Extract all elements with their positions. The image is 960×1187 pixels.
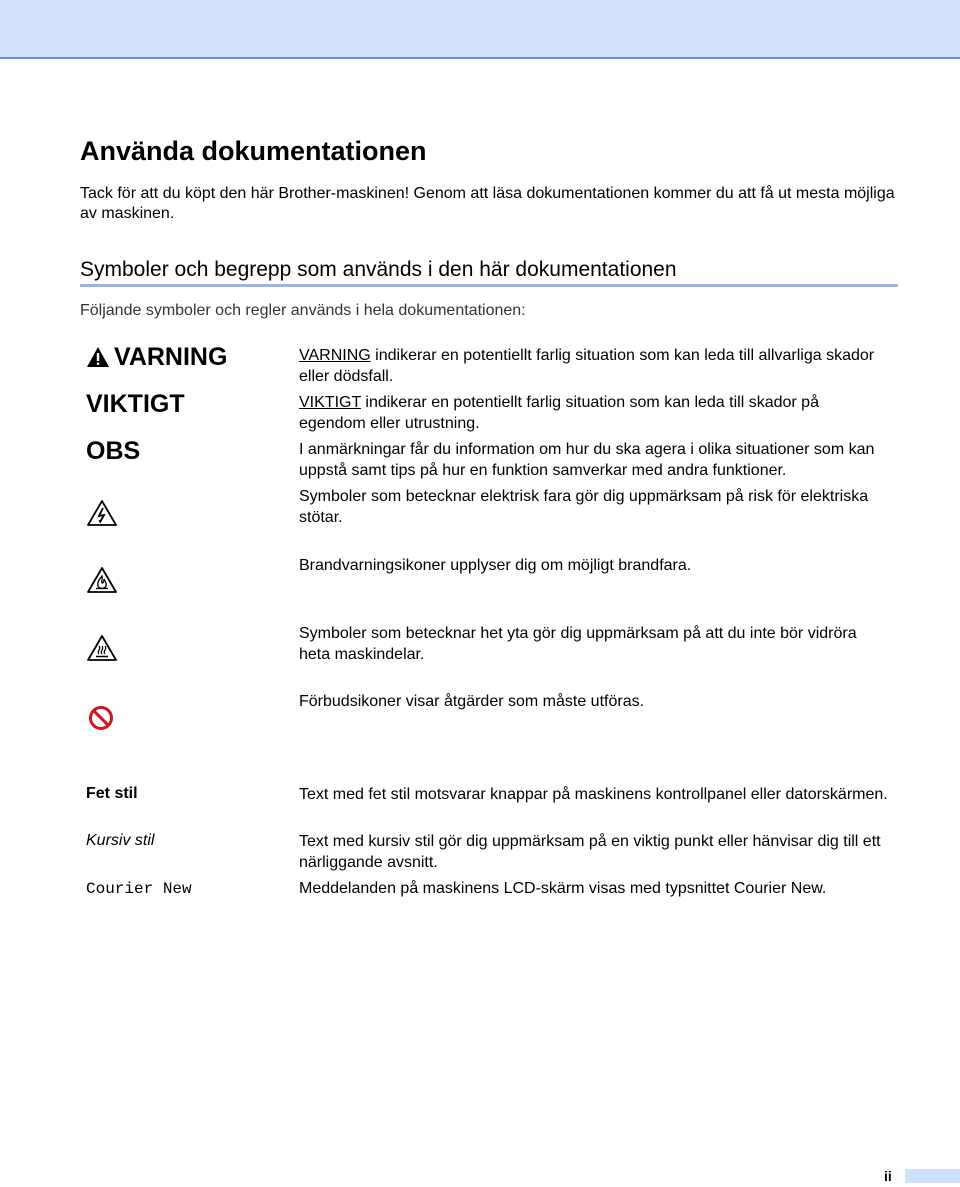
important-description — [299, 392, 889, 434]
courier-style-description: Meddelanden på maskinens LCD-skärm visas med typsnittet Courier New. — [299, 880, 827, 897]
electrical-hazard-icon — [86, 499, 118, 527]
page-number: ii — [884, 1168, 892, 1184]
note-description: I anmärkningar får du information om hur du ska agera i olika situationer som kan uppstå samt tips på hur en funktion samverkar med andra funktioner. — [299, 441, 875, 479]
electrical-description: Symboler som betecknar elektrisk fara gör dig uppmärksam på risk för elektriska stötar. — [299, 488, 869, 526]
chapter-intro: Tack för att du köpt den här Brother-maskinen! Genom att läsa dokumentationen kommer du att få ut mesta möjliga av maskinen. — [80, 185, 895, 222]
section-lead: Följande symboler och regler används i hela dokumentationen: — [80, 302, 526, 319]
warning-label-group — [86, 342, 227, 372]
important-label: VIKTIGT — [86, 390, 185, 418]
important-text: indikerar en potentiellt farlig situation som kan leda till skador på egendom eller utrustning. — [299, 394, 819, 432]
section-title: Symboler och begrepp som används i den här dokumentationen — [80, 258, 677, 281]
chapter-title: Använda dokumentationen — [80, 136, 427, 166]
italic-style-sample: Kursiv stil — [86, 832, 155, 849]
page-header-band — [0, 0, 960, 59]
hot-surface-icon — [86, 634, 118, 662]
fire-description: Brandvarningsikoner upplyser dig om möjligt brandfara. — [299, 557, 692, 574]
prohibition-description: Förbudsikoner visar åtgärder som måste utföras. — [299, 693, 645, 710]
bold-style-sample: Fet stil — [86, 785, 138, 802]
warning-text: indikerar en potentiellt farlig situation som kan leda till allvarliga skador eller dödsfall. — [299, 347, 875, 385]
hot-surface-description: Symboler som betecknar het yta gör dig uppmärksam på att du inte bör vidröra heta maskindelar. — [299, 625, 857, 663]
important-term: VIKTIGT — [299, 394, 361, 411]
warning-description — [299, 345, 889, 387]
italic-style-description: Text med kursiv stil gör dig uppmärksam på en viktig punkt eller hänvisar dig till ett närliggande avsnitt. — [299, 833, 881, 871]
warning-term: VARNING — [299, 347, 371, 364]
note-label: OBS — [86, 437, 141, 465]
prohibition-icon — [88, 705, 114, 731]
warning-triangle-icon — [86, 346, 110, 368]
bold-style-description: Text med fet stil motsvarar knappar på maskinens kontrollpanel eller datorskärmen. — [299, 786, 888, 803]
warning-label: VARNING — [114, 343, 228, 371]
courier-style-sample: Courier New — [86, 880, 192, 898]
section-underline — [80, 284, 898, 287]
fire-hazard-icon — [86, 566, 118, 594]
page-number-tab — [905, 1169, 960, 1183]
